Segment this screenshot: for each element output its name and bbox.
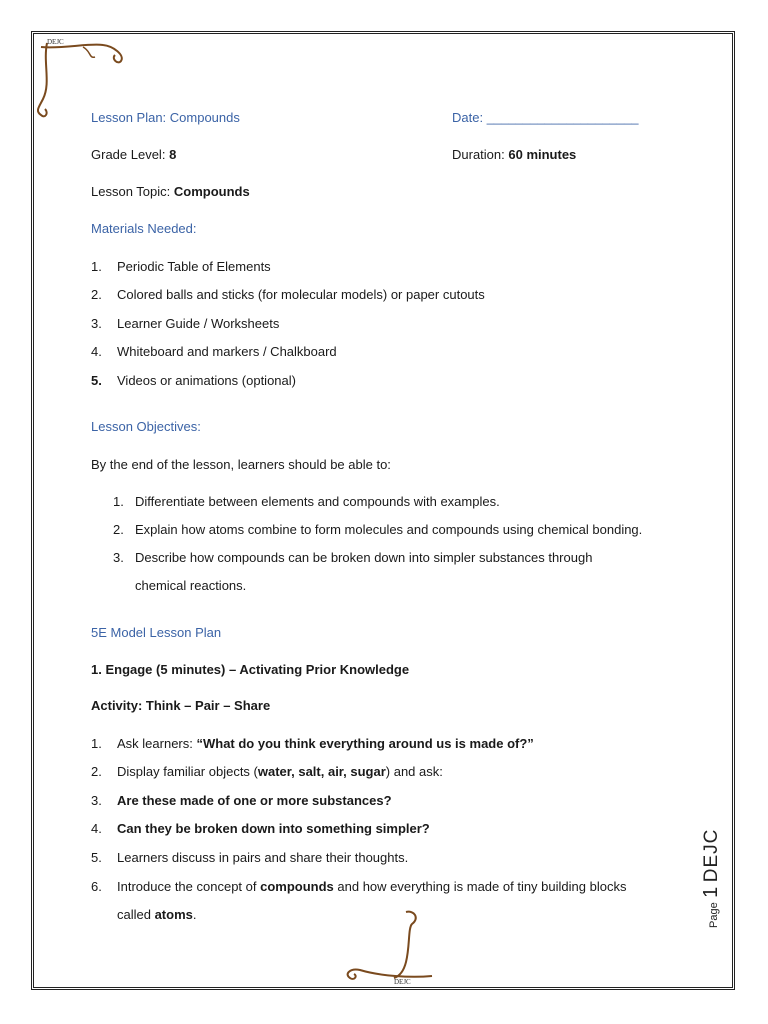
grade-value: 8 (169, 147, 177, 162)
signature-label-bottom: DEJC (394, 978, 411, 986)
list-text: ) and ask: (385, 764, 443, 779)
date-label: Date: (452, 110, 484, 125)
list-number: 2. (113, 522, 124, 537)
topic-value: Compounds (173, 184, 250, 199)
page-number: 1 (700, 886, 722, 898)
list-number: 1. (91, 259, 102, 274)
list-number: 4. (91, 821, 102, 836)
list-text-bold: atoms (154, 907, 193, 922)
page-word: Page (708, 902, 720, 928)
list-number: 6. (91, 879, 102, 894)
list-item (113, 494, 500, 510)
grade-level (91, 147, 176, 163)
list-text: called (117, 907, 155, 922)
list-text: Videos or animations (optional) (117, 373, 296, 388)
list-text: Learner Guide / Worksheets (117, 316, 280, 331)
list-text: Colored balls and sticks (for molecular models) or paper cutouts (117, 287, 485, 302)
list-text-bold: Can they be broken down into something simpler? (117, 821, 430, 836)
list-item (91, 793, 392, 809)
duration-value: 60 minutes (508, 147, 577, 162)
page-title: Lesson Plan: Compounds (91, 110, 240, 125)
list-text-bold: water, salt, air, sugar (257, 764, 386, 779)
list-number: 2. (91, 287, 102, 302)
list-item (91, 316, 279, 332)
date-blank: _____________________ (486, 110, 639, 125)
materials-heading: Materials Needed: (91, 221, 197, 236)
list-item (91, 764, 443, 780)
list-text: and how everything is made of tiny building blocks (333, 879, 627, 894)
page-border (31, 31, 735, 990)
list-item (91, 259, 271, 275)
list-text: Learners discuss in pairs and share their thoughts. (117, 850, 409, 865)
list-item (91, 821, 430, 837)
list-number: 2. (91, 764, 102, 779)
list-number: 1. (113, 494, 124, 509)
list-text: Explain how atoms combine to form molecules and compounds using chemical bonding. (135, 522, 643, 537)
list-text: Display familiar objects ( (117, 764, 258, 779)
list-item (91, 344, 337, 360)
list-item (113, 550, 592, 566)
list-text-bold: compounds (260, 879, 334, 894)
list-text: Ask learners: (117, 736, 197, 751)
objectives-intro: By the end of the lesson, learners should be able to: (91, 457, 391, 472)
list-item (91, 736, 534, 752)
signature-label-top: DEJC (47, 38, 64, 46)
list-item (91, 879, 626, 895)
grade-label: Grade Level: (91, 147, 166, 162)
list-number: 1. (91, 736, 102, 751)
page-footer (700, 829, 723, 928)
list-number: 3. (113, 550, 124, 565)
list-text: Introduce the concept of (117, 879, 261, 894)
list-item (91, 373, 296, 389)
engage-heading: 1. Engage (5 minutes) – Activating Prior Knowledge (91, 662, 410, 677)
list-number: 4. (91, 344, 102, 359)
page-tag: DEJC (701, 828, 722, 883)
signature-flourish-bottom (340, 906, 440, 991)
list-item (91, 287, 485, 303)
activity-heading: Activity: Think – Pair – Share (91, 698, 271, 713)
list-item (91, 850, 408, 866)
list-text-bold: Are these made of one or more substances? (117, 793, 392, 808)
list-number: 5. (91, 373, 102, 388)
list-text: Whiteboard and markers / Chalkboard (117, 344, 337, 359)
list-number: 5. (91, 850, 102, 865)
list-item-continuation (117, 907, 197, 923)
date-field (452, 110, 639, 126)
list-text-bold: “What do you think everything around us is made of?” (196, 736, 534, 751)
list-number: 3. (91, 316, 102, 331)
list-text: . (192, 907, 197, 922)
duration (452, 147, 576, 163)
lesson-topic (91, 184, 250, 200)
list-item-continuation: chemical reactions. (135, 578, 247, 593)
list-item (113, 522, 642, 538)
list-text: Periodic Table of Elements (117, 259, 271, 274)
model-heading: 5E Model Lesson Plan (91, 625, 222, 640)
list-text: Differentiate between elements and compounds with examples. (135, 494, 500, 509)
topic-label: Lesson Topic: (91, 184, 171, 199)
list-text: Describe how compounds can be broken down into simpler substances through (135, 550, 593, 565)
duration-label: Duration: (452, 147, 505, 162)
objectives-heading: Lesson Objectives: (91, 419, 201, 434)
list-number: 3. (91, 793, 102, 808)
